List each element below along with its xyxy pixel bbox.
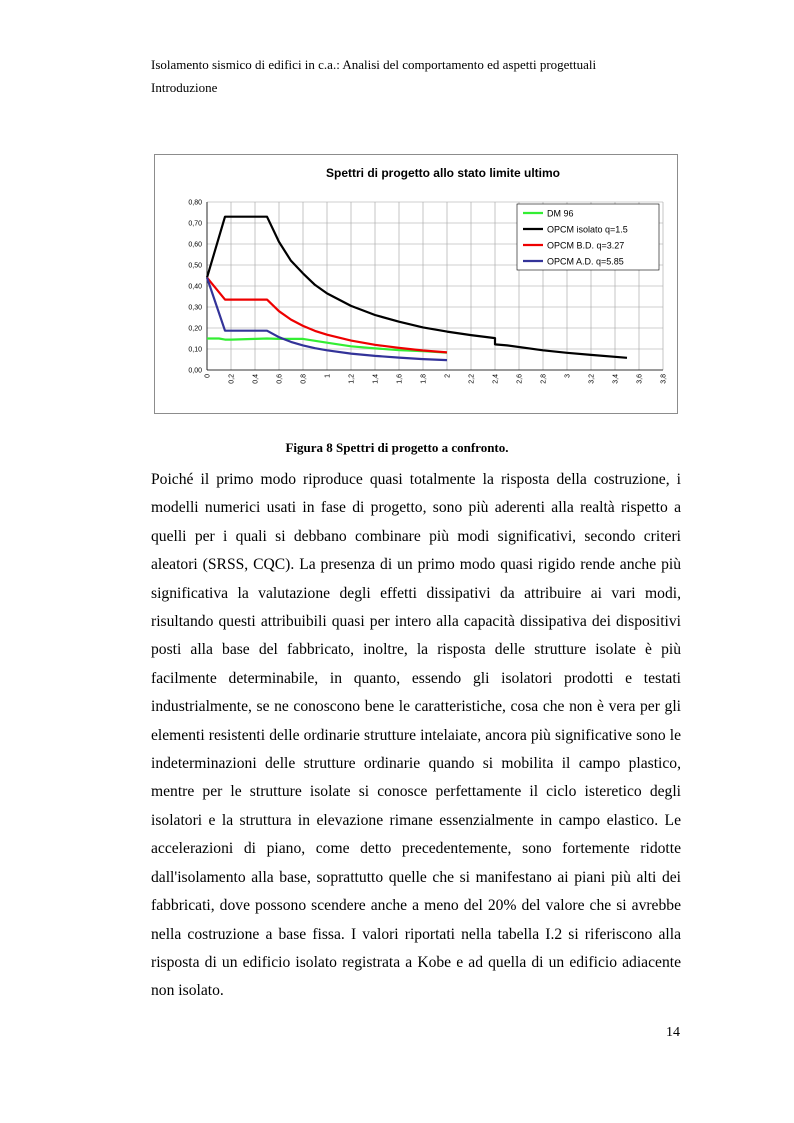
x-tick-label: 3,2 [588,374,596,384]
x-tick-label: 0,4 [252,374,260,384]
x-tick-label: 1,2 [348,374,356,384]
x-tick-label: 3,6 [636,374,644,384]
legend-entry: OPCM B.D. q=3.27 [547,240,625,251]
x-tick-label: 2,6 [516,374,524,384]
x-tick-label: 1,4 [372,374,380,384]
x-tick-label: 2 [444,374,452,378]
running-header-title: Isolamento sismico di edifici in c.a.: Analisi del comportamento ed aspetti progettuali [151,57,597,72]
page-number: 14 [666,1025,680,1040]
body-paragraph: Poiché il primo modo riproduce quasi totalmente la risposta della costruzione, i modelli numerici usati in fase di progetto, sono più aderenti alla realtà rispetto a quelli per i quali si debbano combinare più modi significativi, secondo criteri aleatori (SRSS, CQC). La presenza di un primo modo quasi rigido rende anche più significativa la valutazione degli effetti dissipativi da attribuire ai vari modi, risultando questi attribuibili quasi per intero alla capacità dissipativa dei dispositivi posti alla base del fabbricato, inoltre, la risposta delle strutture isolate è più facilmente determinabile, in quanto, essendo gli isolatori prodotti e testati industrialmente, se ne conoscono bene le caratteristiche, cosa che non è vera per gli elementi resistenti delle ordinarie strutture intelaiate, ancora più significative sono le indeterminazioni delle strutture ordinarie quando si mobilita il campo plastico, mentre per le strutture isolate si conosce perfettamente il ciclo isteretico degli isolatori e la struttura in elevazione rimane essenzialmente in campo elastico. Le accelerazioni di piano, come detto precedentemente, sono fortemente ridotte dall'isolamento alla base, soprattutto quelle che si manifestano ai piani più alti dei fabbricati, dove possono scendere anche a meno del 20% del valore che si avrebbe nella costruzione a base fissa. I valori riportati nella tabella I.2 si riferiscono alla risposta di un edificio isolato registrata a Kobe e ad quella di un edificio adiacente non isolato. [151,471,681,1000]
x-tick-label: 0,2 [228,374,236,384]
y-tick-label: 0,60 [188,241,202,249]
y-tick-label: 0,30 [188,304,202,312]
x-tick-label: 0 [204,374,212,378]
legend-entry: OPCM isolato q=1.5 [547,224,628,235]
y-tick-label: 0,20 [188,325,202,333]
y-tick-label: 0,00 [188,367,202,375]
x-tick-label: 3,4 [612,374,620,384]
chart-svg [155,155,677,413]
x-tick-label: 3,8 [660,374,668,384]
y-tick-label: 0,40 [188,283,202,291]
x-tick-label: 0,8 [300,374,308,384]
chart-frame [154,154,678,414]
y-tick-label: 0,10 [188,346,202,354]
x-tick-label: 1,6 [396,374,404,384]
running-header-section: Introduzione [151,80,218,95]
legend-entry: DM 96 [547,208,574,219]
y-tick-label: 0,70 [188,220,202,228]
x-tick-label: 2,2 [468,374,476,384]
x-tick-label: 3 [564,374,572,378]
figure-caption: Figura 8 Spettri di progetto a confronto. [285,440,509,455]
chart-title: Spettri di progetto allo stato limite ultimo [325,166,561,180]
legend-entry: OPCM A.D. q=5.85 [547,256,624,267]
y-tick-label: 0,80 [188,199,202,207]
y-tick-label: 0,50 [188,262,202,270]
x-tick-label: 2,8 [540,374,548,384]
x-tick-label: 0,6 [276,374,284,384]
x-tick-label: 1 [324,374,332,378]
x-tick-label: 2,4 [492,374,500,384]
x-tick-label: 1,8 [420,374,428,384]
